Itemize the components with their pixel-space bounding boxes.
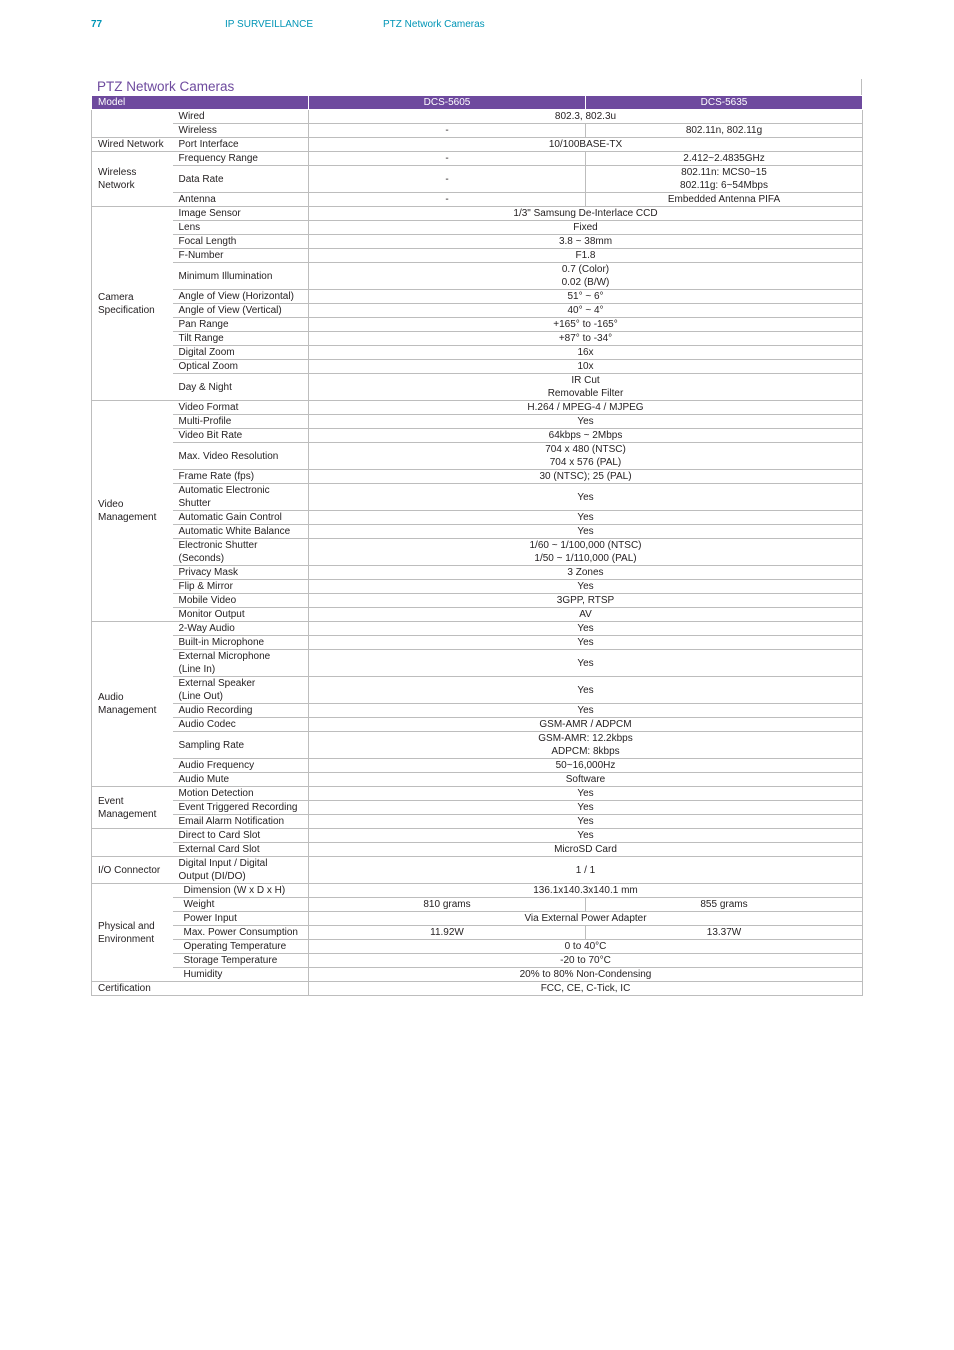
value-cell-shared: GSM-AMR: 12.2kbps ADPCM: 8kbps [309, 732, 863, 759]
value-cell-shared: +165° to -165° [309, 318, 863, 332]
feature-cell: Weight [173, 898, 309, 912]
table-row [92, 759, 863, 773]
feature-cell: Max. Power Consumption [173, 926, 309, 940]
feature-cell: Data Rate [173, 166, 309, 193]
value-cell-shared: IR Cut Removable Filter [309, 374, 863, 401]
category-cell: Camera Specification [92, 207, 173, 401]
feature-cell: Automatic Gain Control [173, 511, 309, 525]
value-cell-dcs-5635: 802.11n, 802.11g [586, 124, 863, 138]
table-row [92, 263, 863, 290]
value-cell-shared: Yes [309, 484, 863, 511]
table-row [92, 580, 863, 594]
value-cell-dcs-5635: 13.37W [586, 926, 863, 940]
feature-cell: Frame Rate (fps) [173, 470, 309, 484]
feature-cell: Electronic Shutter (Seconds) [173, 539, 309, 566]
feature-cell: Audio Mute [173, 773, 309, 787]
feature-cell: 2-Way Audio [173, 622, 309, 636]
feature-cell: Video Format [173, 401, 309, 415]
feature-cell: External Speaker (Line Out) [173, 677, 309, 704]
category-cell [92, 110, 173, 138]
feature-cell: Image Sensor [173, 207, 309, 221]
value-cell-shared: +87° to -34° [309, 332, 863, 346]
value-cell-dcs-5635: 802.11n: MCS0~15 802.11g: 6~54Mbps [586, 166, 863, 193]
value-cell-dcs-5605: - [309, 166, 586, 193]
spec-sheet [91, 79, 862, 996]
table-row [92, 968, 863, 982]
value-cell-shared: -20 to 70°C [309, 954, 863, 968]
category-cell: Audio Management [92, 622, 173, 787]
table-row [92, 898, 863, 912]
table-row [92, 401, 863, 415]
feature-cell: Digital Input / Digital Output (DI/DO) [173, 857, 309, 884]
table-row [92, 718, 863, 732]
value-cell-shared: AV [309, 608, 863, 622]
value-cell-shared: Yes [309, 511, 863, 525]
table-row [92, 829, 863, 843]
category-cell: Certification [92, 982, 173, 996]
feature-cell: Digital Zoom [173, 346, 309, 360]
value-cell-shared: 10/100BASE-TX [309, 138, 863, 152]
feature-cell: Audio Recording [173, 704, 309, 718]
table-row [92, 912, 863, 926]
table-row [92, 318, 863, 332]
feature-cell: Dimension (W x D x H) [173, 884, 309, 898]
value-cell-dcs-5605: 11.92W [309, 926, 586, 940]
value-cell-shared: 0.7 (Color) 0.02 (B/W) [309, 263, 863, 290]
table-row [92, 787, 863, 801]
feature-cell: Frequency Range [173, 152, 309, 166]
feature-cell: Automatic Electronic Shutter [173, 484, 309, 511]
feature-cell: Operating Temperature [173, 940, 309, 954]
spec-table [91, 95, 863, 996]
feature-cell: Video Bit Rate [173, 429, 309, 443]
category-cell: Event Management [92, 787, 173, 829]
table-row [92, 152, 863, 166]
table-row [92, 235, 863, 249]
table-row [92, 304, 863, 318]
category-cell [92, 829, 173, 857]
value-cell-shared: Yes [309, 801, 863, 815]
value-cell-shared: 3.8 ~ 38mm [309, 235, 863, 249]
value-cell-shared: Yes [309, 636, 863, 650]
value-cell-shared: Yes [309, 704, 863, 718]
table-row [92, 608, 863, 622]
table-row [92, 954, 863, 968]
table-row [92, 443, 863, 470]
table-row [92, 732, 863, 759]
feature-cell: Built-in Microphone [173, 636, 309, 650]
table-row [92, 525, 863, 539]
value-cell-shared: Yes [309, 650, 863, 677]
column-header-model: Model [92, 96, 309, 110]
table-row [92, 843, 863, 857]
feature-cell: Direct to Card Slot [173, 829, 309, 843]
feature-cell: Pan Range [173, 318, 309, 332]
feature-cell: Email Alarm Notification [173, 815, 309, 829]
feature-cell: Antenna [173, 193, 309, 207]
feature-cell: Port Interface [173, 138, 309, 152]
value-cell-shared: 136.1x140.3x140.1 mm [309, 884, 863, 898]
feature-cell: Automatic White Balance [173, 525, 309, 539]
value-cell-shared: 64kbps ~ 2Mbps [309, 429, 863, 443]
value-cell-shared: 10x [309, 360, 863, 374]
value-cell-shared: 16x [309, 346, 863, 360]
feature-cell: Tilt Range [173, 332, 309, 346]
value-cell-shared: MicroSD Card [309, 843, 863, 857]
feature-cell [173, 982, 309, 996]
feature-cell: Angle of View (Vertical) [173, 304, 309, 318]
title-divider [861, 79, 862, 95]
table-row [92, 636, 863, 650]
value-cell-shared: GSM-AMR / ADPCM [309, 718, 863, 732]
feature-cell: Minimum Illumination [173, 263, 309, 290]
feature-cell: Power Input [173, 912, 309, 926]
table-row [92, 346, 863, 360]
value-cell-dcs-5635: Embedded Antenna PIFA [586, 193, 863, 207]
feature-cell: Monitor Output [173, 608, 309, 622]
category-cell: Wired Network [92, 138, 173, 152]
feature-cell: Optical Zoom [173, 360, 309, 374]
value-cell-shared: F1.8 [309, 249, 863, 263]
feature-cell: Focal Length [173, 235, 309, 249]
table-row [92, 415, 863, 429]
table-row [92, 566, 863, 580]
value-cell-dcs-5635: 2.412~2.4835GHz [586, 152, 863, 166]
value-cell-shared: Yes [309, 415, 863, 429]
table-row [92, 332, 863, 346]
table-row [92, 193, 863, 207]
table-row [92, 815, 863, 829]
value-cell-shared: H.264 / MPEG-4 / MJPEG [309, 401, 863, 415]
feature-cell: Storage Temperature [173, 954, 309, 968]
value-cell-shared: 3GPP, RTSP [309, 594, 863, 608]
value-cell-shared: Software [309, 773, 863, 787]
value-cell-shared: Yes [309, 580, 863, 594]
value-cell-shared: 802.3, 802.3u [309, 110, 863, 124]
category-cell: Physical and Environment [92, 884, 173, 982]
feature-cell: Humidity [173, 968, 309, 982]
feature-cell: Mobile Video [173, 594, 309, 608]
feature-cell: External Card Slot [173, 843, 309, 857]
feature-cell: Sampling Rate [173, 732, 309, 759]
section-title: IP SURVEILLANCE [225, 19, 314, 30]
value-cell-shared: 1/60 ~ 1/100,000 (NTSC) 1/50 ~ 1/110,000 (PAL) [309, 539, 863, 566]
feature-cell: Multi-Profile [173, 415, 309, 429]
table-row [92, 207, 863, 221]
table-row [92, 124, 863, 138]
table-row [92, 801, 863, 815]
table-row [92, 884, 863, 898]
table-row [92, 484, 863, 511]
feature-cell: F-Number [173, 249, 309, 263]
feature-cell: Audio Frequency [173, 759, 309, 773]
value-cell-shared: Yes [309, 525, 863, 539]
value-cell-shared: Yes [309, 677, 863, 704]
table-row [92, 982, 863, 996]
table-title: PTZ Network Cameras [97, 79, 235, 94]
table-row [92, 374, 863, 401]
value-cell-dcs-5605: - [309, 193, 586, 207]
feature-cell: Audio Codec [173, 718, 309, 732]
value-cell-shared: 1 / 1 [309, 857, 863, 884]
value-cell-shared: 3 Zones [309, 566, 863, 580]
feature-cell: Flip & Mirror [173, 580, 309, 594]
table-row [92, 773, 863, 787]
table-body [92, 110, 863, 996]
feature-cell: Wireless [173, 124, 309, 138]
table-row [92, 249, 863, 263]
table-row [92, 470, 863, 484]
table-row [92, 511, 863, 525]
feature-cell: Max. Video Resolution [173, 443, 309, 470]
value-cell-shared: Yes [309, 787, 863, 801]
table-row [92, 290, 863, 304]
value-cell-shared: Yes [309, 815, 863, 829]
feature-cell: Angle of View (Horizontal) [173, 290, 309, 304]
table-row [92, 677, 863, 704]
feature-cell: External Microphone (Line In) [173, 650, 309, 677]
value-cell-shared: 30 (NTSC); 25 (PAL) [309, 470, 863, 484]
table-row [92, 429, 863, 443]
value-cell-shared: 0 to 40°C [309, 940, 863, 954]
table-row [92, 594, 863, 608]
feature-cell: Day & Night [173, 374, 309, 401]
feature-cell: Event Triggered Recording [173, 801, 309, 815]
value-cell-shared: FCC, CE, C-Tick, IC [309, 982, 863, 996]
value-cell-shared: 40° ~ 4° [309, 304, 863, 318]
table-row [92, 138, 863, 152]
value-cell-dcs-5605: 810 grams [309, 898, 586, 912]
value-cell-shared: Fixed [309, 221, 863, 235]
column-header-dcs-5605: DCS-5605 [309, 96, 586, 110]
table-header-row [92, 96, 863, 110]
table-row [92, 704, 863, 718]
value-cell-shared: Via External Power Adapter [309, 912, 863, 926]
value-cell-shared: 20% to 80% Non-Condensing [309, 968, 863, 982]
value-cell-dcs-5635: 855 grams [586, 898, 863, 912]
value-cell-shared: 51° ~ 6° [309, 290, 863, 304]
feature-cell: Privacy Mask [173, 566, 309, 580]
feature-cell: Motion Detection [173, 787, 309, 801]
table-row [92, 110, 863, 124]
feature-cell: Lens [173, 221, 309, 235]
value-cell-shared: Yes [309, 829, 863, 843]
table-row [92, 166, 863, 193]
category-cell: Video Management [92, 401, 173, 622]
page-header [0, 19, 954, 35]
table-row [92, 360, 863, 374]
table-row [92, 926, 863, 940]
subsection-title: PTZ Network Cameras [383, 19, 485, 30]
column-header-dcs-5635: DCS-5635 [586, 96, 863, 110]
table-row [92, 622, 863, 636]
table-row [92, 221, 863, 235]
value-cell-shared: 1/3" Samsung De-Interlace CCD [309, 207, 863, 221]
value-cell-dcs-5605: - [309, 124, 586, 138]
value-cell-shared: 50~16,000Hz [309, 759, 863, 773]
table-row [92, 650, 863, 677]
category-cell: Wireless Network [92, 152, 173, 207]
feature-cell: Wired [173, 110, 309, 124]
table-row [92, 857, 863, 884]
table-row [92, 539, 863, 566]
value-cell-shared: 704 x 480 (NTSC) 704 x 576 (PAL) [309, 443, 863, 470]
value-cell-shared: Yes [309, 622, 863, 636]
page-number: 77 [91, 19, 103, 30]
table-row [92, 940, 863, 954]
value-cell-dcs-5605: - [309, 152, 586, 166]
category-cell: I/O Connector [92, 857, 173, 884]
